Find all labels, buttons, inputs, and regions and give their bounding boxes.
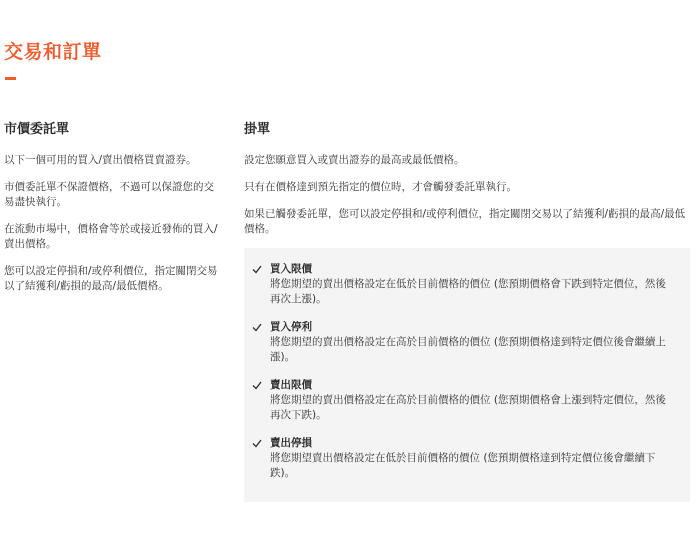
- order-type-description: 將您期望的賣出價格設定在高於目前價格的價位 (您預期價格會上漲到特定價位，然後再次下跌)。: [270, 394, 666, 421]
- market-order-paragraph: 在流動市場中，價格會等於或接近發佈的買入/賣出價格。: [4, 223, 218, 250]
- order-type-title: 買入停利: [270, 321, 312, 333]
- check-icon: [252, 321, 262, 333]
- order-type-title: 賣出停損: [270, 437, 312, 449]
- order-type-title: 賣出限價: [270, 379, 312, 391]
- order-type-title: 買入限價: [270, 263, 312, 275]
- market-order-heading: 市價委託單: [4, 122, 70, 137]
- order-type-description: 將您期望賣出價格設定在低於目前價格的價位 (您預期價格達到特定價位後會繼續下跌)。: [270, 452, 656, 479]
- limit-order-paragraph: 只有在價格達到預先指定的價位時，才會觸發委託單執行。: [244, 181, 517, 193]
- check-icon: [252, 437, 262, 449]
- title-underline: [5, 77, 16, 80]
- check-icon: [252, 379, 262, 391]
- market-order-paragraph: 以下一個可用的買入/賣出價格買賣證券。: [4, 154, 197, 166]
- market-order-section: [4, 122, 224, 306]
- limit-order-section: [244, 122, 690, 249]
- limit-order-paragraph: 如果已觸發委託單，您可以設定停損和/或停利價位，指定關閉交易以了結獲利/虧損的最高/最低價格。: [244, 208, 686, 235]
- check-icon: [252, 263, 262, 275]
- limit-order-heading: 掛單: [244, 122, 271, 137]
- market-order-paragraph: 您可以設定停損和/或停利價位，指定關閉交易以了結獲利/虧損的最高/最低價格。: [4, 265, 218, 292]
- order-type-description: 將您期望的賣出價格設定在高於目前價格的價位 (您預期價格達到特定價位後會繼續上漲)。: [270, 336, 666, 363]
- page-title: 交易和訂單: [4, 41, 102, 63]
- limit-order-paragraph: 設定您願意買入或賣出證券的最高或最低價格。: [244, 154, 465, 166]
- order-types-panel: [244, 248, 690, 502]
- order-type-description: 將您期望的賣出價格設定在低於目前價格的價位 (您預期價格會下跌到特定價位，然後再次上漲)。: [270, 278, 666, 305]
- market-order-paragraph: 市價委託單不保證價格，不過可以保證您的交易盡快執行。: [4, 181, 214, 208]
